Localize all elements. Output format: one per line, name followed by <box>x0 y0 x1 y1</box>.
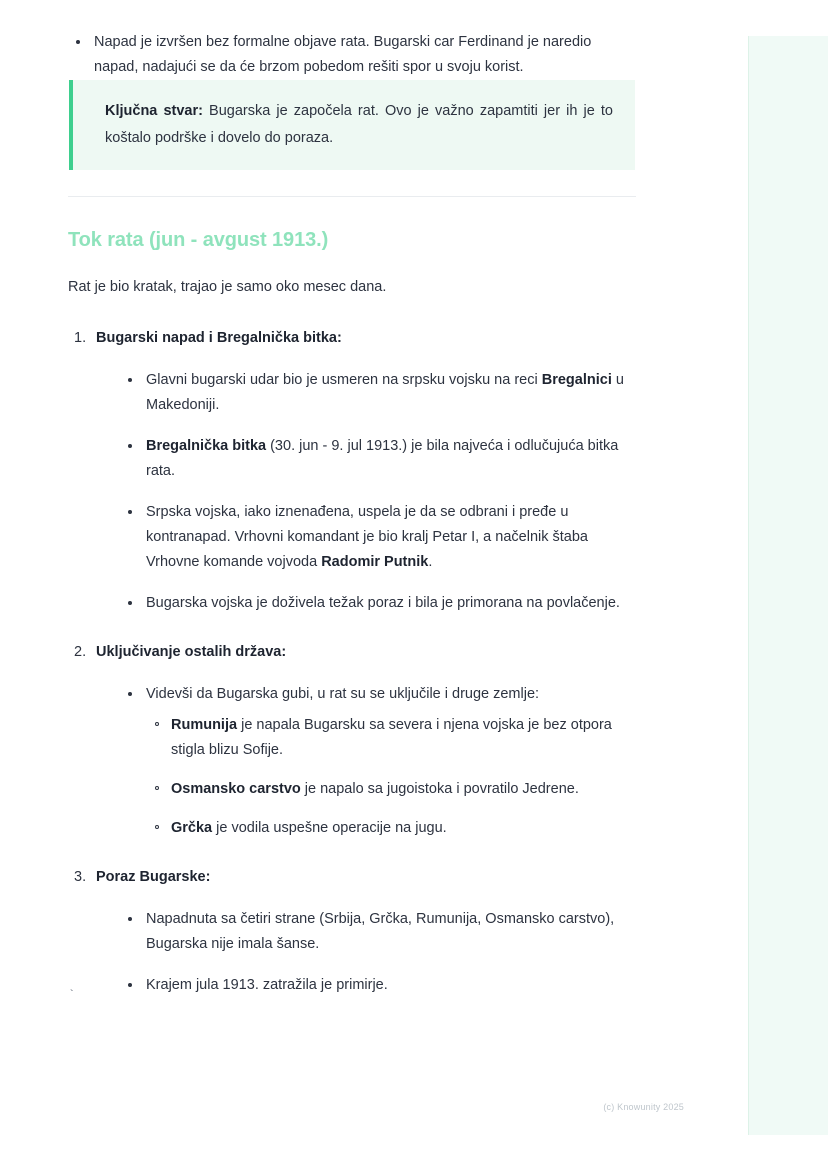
document-content <box>68 30 636 998</box>
bullet-text-bold: Bregalnici <box>541 372 612 388</box>
list-item <box>120 682 636 841</box>
step-title: Bugarski napad i Bregalnička bitka: <box>96 330 342 346</box>
step-bullet-list <box>120 368 636 616</box>
list-item <box>146 713 636 763</box>
subbullet-text-post: je napala Bugarsku sa severa i njena vojska je bez otpora stigla blizu Sofije. <box>171 717 612 758</box>
step-body <box>120 368 636 616</box>
subbullet-text-post: je vodila uspešne operacije na jugu. <box>212 820 447 836</box>
country-sub-list <box>146 713 636 841</box>
list-item <box>120 368 636 418</box>
list-item <box>146 816 636 841</box>
bullet-text-post: (30. jun - 9. jul 1913.) je bila najveća i odlučujuća bitka rata. <box>146 438 619 479</box>
callout-text <box>105 98 613 152</box>
bullet-text-post: . <box>428 554 433 570</box>
step-item-3 <box>68 865 636 998</box>
list-item <box>146 777 636 802</box>
section-divider <box>68 196 636 197</box>
subbullet-text-bold: Rumunija <box>171 717 238 733</box>
bullet-text-bold: Radomir Putnik <box>321 554 429 570</box>
copyright-footer: (c) Knowunity 2025 <box>603 1102 684 1112</box>
step-body <box>120 907 636 998</box>
bullet-text-post: u Makedoniji. <box>146 372 624 413</box>
page-title: Tok rata (jun - avgust 1913.) <box>68 229 329 251</box>
list-item <box>120 907 636 957</box>
list-item <box>120 591 636 616</box>
list-item: Napad je izvršen bez formalne objave rata. Bugarski car Ferdinand je naredio napad, nadajući se da će brzom pobedom rešiti spor u svoju korist. <box>68 30 636 80</box>
step-item-1 <box>68 326 636 616</box>
right-edge-band <box>748 36 828 1135</box>
step-body <box>120 682 636 841</box>
bullet-text-pre: Napadnuta sa četiri strane (Srbija, Grčka, Rumunija, Osmansko carstvo), Bugarska nije imala šanse. <box>146 911 615 952</box>
callout-label: Ključna stvar: <box>105 103 203 119</box>
list-item <box>120 434 636 484</box>
bullet-text-pre: Srpska vojska, iako iznenađena, uspela je da se odbrani i pređe u kontranapad. Vrhovni komandant je bio kralj Petar I, a načelnik štaba Vrhovne komande vojvoda <box>146 504 588 570</box>
step-bullet-list <box>120 907 636 998</box>
bullet-text-pre: Glavni bugarski udar bio je usmeren na srpsku vojsku na reci <box>146 372 542 388</box>
bullet-text-pre: Videvši da Bugarska gubi, u rat su se uključile i druge zemlje: <box>146 686 540 702</box>
step-title: Uključivanje ostalih država: <box>96 644 287 660</box>
step-bullet-list <box>120 682 636 841</box>
bullet-text-pre: Krajem jula 1913. zatražila je primirje. <box>146 977 388 993</box>
step-item-2 <box>68 640 636 841</box>
stray-backtick-mark: ` <box>68 988 76 1002</box>
step-title: Poraz Bugarske: <box>96 869 211 885</box>
callout-body: Bugarska je započela rat. Ovo je važno zapamtiti jer ih je to koštalo podrške i dovelo do poraza. <box>105 103 613 146</box>
intro-bullet-list <box>68 30 636 80</box>
list-item <box>120 973 636 998</box>
bullet-text-bold: Bregalnička bitka <box>146 438 267 454</box>
key-takeaway-callout <box>69 80 635 170</box>
bullet-text-pre: Bugarska vojska je doživela težak poraz i bila je primorana na povlačenje. <box>146 595 620 611</box>
subbullet-text-post: je napalo sa jugoistoka i povratilo Jedrene. <box>300 781 579 797</box>
subbullet-text-bold: Osmansko carstvo <box>171 781 301 797</box>
section-lead-text: Rat je bio kratak, trajao je samo oko mesec dana. <box>68 279 387 295</box>
steps-ordered-list <box>68 326 636 998</box>
list-item <box>120 500 636 575</box>
subbullet-text-bold: Grčka <box>171 820 213 836</box>
